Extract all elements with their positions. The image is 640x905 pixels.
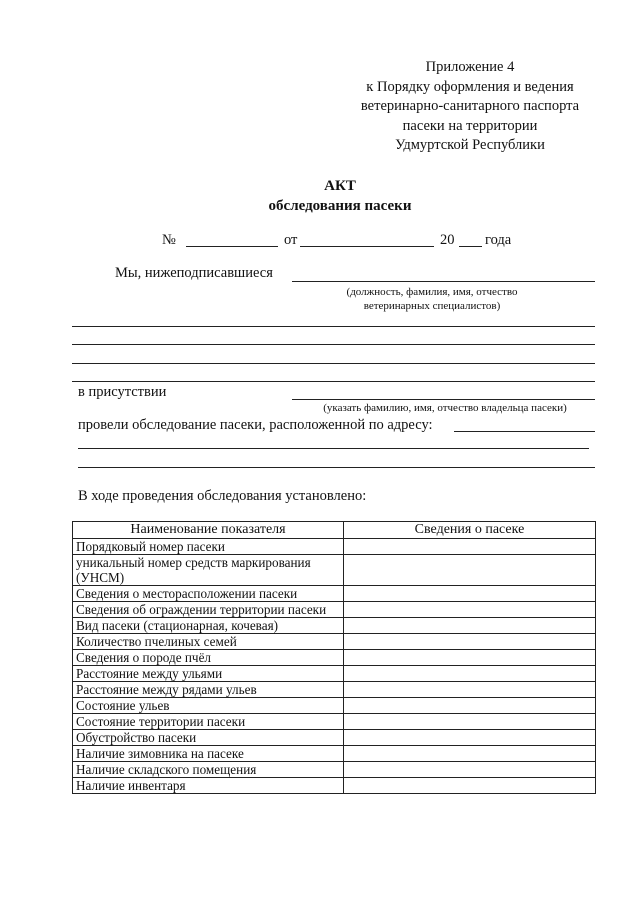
indicator-cell: Порядковый номер пасеки [73,539,344,555]
findings-intro: В ходе проведения обследования установлено: [78,488,367,504]
table-row [73,666,596,682]
from-label: от [284,232,298,248]
info-cell[interactable] [344,698,596,714]
address-label: провели обследование пасеки, расположенной по адресу: [78,417,433,433]
table-row [73,714,596,730]
indicator-cell: Расстояние между рядами ульев [73,682,344,698]
indicator-cell: Сведения о месторасположении пасеки [73,586,344,602]
info-cell[interactable] [344,682,596,698]
table-row [73,650,596,666]
act-date-field[interactable] [300,246,434,247]
appendix-line: Приложение 4 [425,59,515,75]
number-label: № [162,232,176,248]
year-prefix-label: 20 [440,232,455,248]
indicator-cell: уникальный номер средств маркирования (УНСМ) [73,555,344,586]
info-cell[interactable] [344,746,596,762]
owner-name-field[interactable] [292,399,595,400]
table-row [73,682,596,698]
indicator-cell: Состояние территории пасеки [73,714,344,730]
info-cell[interactable] [344,730,596,746]
act-year-field[interactable] [459,246,482,247]
document-title: АКТ [324,178,356,194]
info-cell[interactable] [344,539,596,555]
act-number-field[interactable] [186,246,278,247]
signers-field-line[interactable] [72,363,595,364]
indicator-cell: Сведения о породе пчёл [73,650,344,666]
indicator-cell: Наличие зимовника на пасеке [73,746,344,762]
info-cell[interactable] [344,650,596,666]
indicator-cell: Сведения об ограждении территории пасеки [73,602,344,618]
column-header-indicator: Наименование показателя [73,522,344,539]
table-row [73,762,596,778]
info-cell[interactable] [344,555,596,586]
document-subtitle: обследования пасеки [268,198,412,214]
info-cell[interactable] [344,762,596,778]
table-header-row [73,522,596,539]
appendix-header [340,58,600,156]
signers-field-line[interactable] [72,381,595,382]
table-row [73,778,596,794]
indicator-cell: Состояние ульев [73,698,344,714]
signers-label: Мы, нижеподписавшиеся [115,265,273,281]
appendix-line: ветеринарно-санитарного паспорта [360,98,580,114]
owner-hint: (указать фамилию, имя, отчество владельца пасеки) [323,402,567,414]
table-row [73,602,596,618]
address-field-line[interactable] [78,448,589,449]
indicator-cell: Наличие складского помещения [73,762,344,778]
info-cell[interactable] [344,714,596,730]
info-cell[interactable] [344,634,596,650]
table-row [73,555,596,586]
table-row [73,634,596,650]
presence-label: в присутствии [78,384,167,400]
signers-field-line[interactable] [72,344,595,345]
appendix-line: Удмуртской Республики [395,137,545,153]
signers-field[interactable] [292,281,595,282]
table-row [73,586,596,602]
address-field[interactable] [454,431,595,432]
appendix-line: к Порядку оформления и ведения [366,78,574,95]
year-suffix-label: года [485,232,512,248]
signers-hint: (должность, фамилия, имя, отчество [346,286,518,298]
info-cell[interactable] [344,586,596,602]
table-row [73,746,596,762]
address-field-line[interactable] [78,467,595,468]
info-cell[interactable] [344,666,596,682]
indicator-cell: Расстояние между ульями [73,666,344,682]
column-header-info: Сведения о пасеке [344,522,596,539]
indicator-cell: Обустройство пасеки [73,730,344,746]
appendix-line: пасеки на территории [402,117,538,134]
info-cell[interactable] [344,602,596,618]
signers-field-line[interactable] [72,326,595,327]
info-cell[interactable] [344,618,596,634]
survey-table [72,521,596,794]
signers-hint: ветеринарных специалистов) [363,300,501,312]
indicator-cell: Наличие инвентаря [73,778,344,794]
indicator-cell: Количество пчелиных семей [73,634,344,650]
table-row [73,618,596,634]
table-row [73,539,596,555]
info-cell[interactable] [344,778,596,794]
table-row [73,730,596,746]
indicator-cell: Вид пасеки (стационарная, кочевая) [73,618,344,634]
table-row [73,698,596,714]
